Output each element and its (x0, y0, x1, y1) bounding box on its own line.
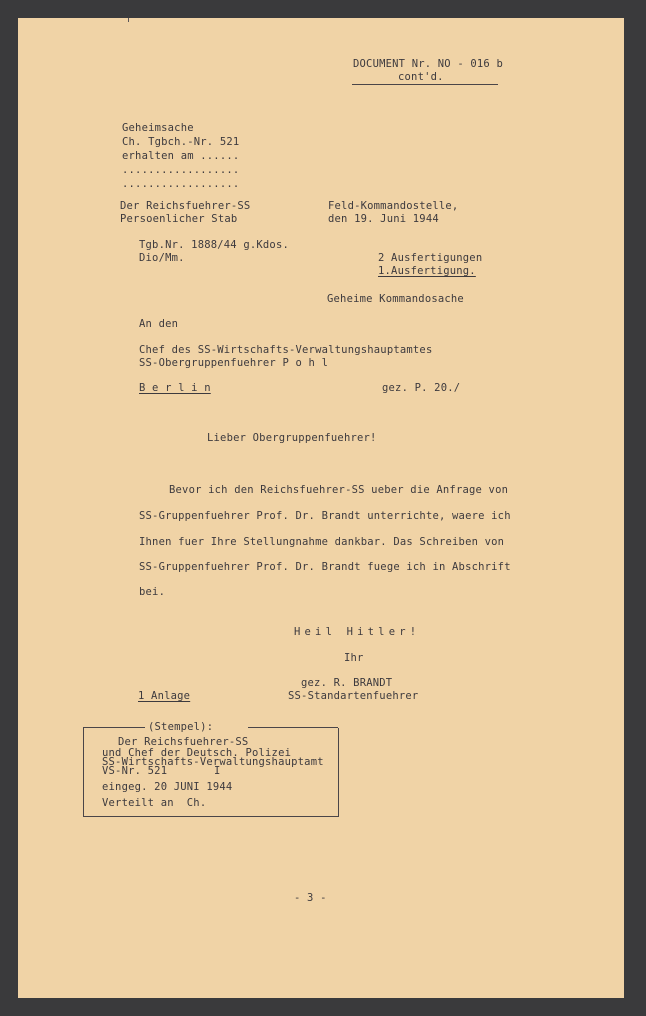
registry-line-3: erhalten am ...... (122, 150, 240, 162)
recipient-salutation: An den (139, 318, 179, 330)
document-number: DOCUMENT Nr. NO - 016 b (353, 58, 503, 70)
body-line-2: SS-Gruppenfuehrer Prof. Dr. Brandt unterrichte, waere ich (139, 510, 511, 522)
greeting: Lieber Obergruppenfuehrer! (207, 432, 377, 444)
document-page (18, 18, 624, 998)
recipient-line-2: SS-Obergruppenfuehrer P o h l (139, 357, 329, 369)
stamp-line-1: Der Reichsfuehrer-SS (118, 736, 249, 748)
closing-ihr: Ihr (344, 652, 364, 664)
recipient-city: B e r l i n (139, 382, 211, 394)
recipient-initial: gez. P. 20./ (382, 382, 461, 394)
registry-line-2: Ch. Tgbch.-Nr. 521 (122, 136, 240, 148)
copy-number: 1.Ausfertigung. (378, 265, 476, 277)
continued-label: cont'd. (398, 71, 444, 83)
registry-line-5: .................. (122, 178, 240, 190)
stamp-line-4: VS-Nr. 521 (102, 765, 168, 777)
classification: Geheime Kommandosache (327, 293, 464, 305)
recipient-line-1: Chef des SS-Wirtschafts-Verwaltungshauptamtes (139, 344, 433, 356)
enclosure-note: 1 Anlage (138, 690, 191, 702)
body-line-5: bei. (139, 586, 166, 598)
date-label: den 19. Juni 1944 (328, 213, 439, 225)
signature: gez. R. BRANDT (301, 677, 393, 689)
reference-initials: Dio/Mm. (139, 252, 185, 264)
registry-line-1: Geheimsache (122, 122, 194, 134)
body-line-4: SS-Gruppenfuehrer Prof. Dr. Brandt fuege ich in Abschrift (139, 561, 511, 573)
header-underline (352, 84, 498, 85)
stamp-line-4-mark: I (214, 765, 221, 777)
stamp-line-2: und Chef der Deutsch. Polizei (102, 747, 292, 759)
copies-count: 2 Ausfertigungen (378, 252, 483, 264)
stamp-label: (Stempel): (148, 721, 214, 733)
binding-mark (128, 18, 129, 22)
stamp-line-3: SS-Wirtschafts-Verwaltungshauptamt (102, 756, 324, 768)
sender-line-1: Der Reichsfuehrer-SS (120, 200, 251, 212)
page-number: - 3 - (294, 892, 327, 904)
closing-salute: Heil Hitler! (294, 626, 421, 638)
signatory-rank: SS-Standartenfuehrer (288, 690, 419, 702)
stamp-line-5: eingeg. 20 JUNI 1944 (102, 781, 233, 793)
body-line-1: Bevor ich den Reichsfuehrer-SS ueber die Anfrage von (169, 484, 509, 496)
stamp-line-6: Verteilt an Ch. (102, 797, 207, 809)
reference-number: Tgb.Nr. 1888/44 g.Kdos. (139, 239, 289, 251)
sender-line-2: Persoenlicher Stab (120, 213, 238, 225)
body-line-3: Ihnen fuer Ihre Stellungnahme dankbar. Das Schreiben von (139, 536, 505, 548)
registry-line-4: .................. (122, 164, 240, 176)
place-label: Feld-Kommandostelle, (328, 200, 459, 212)
